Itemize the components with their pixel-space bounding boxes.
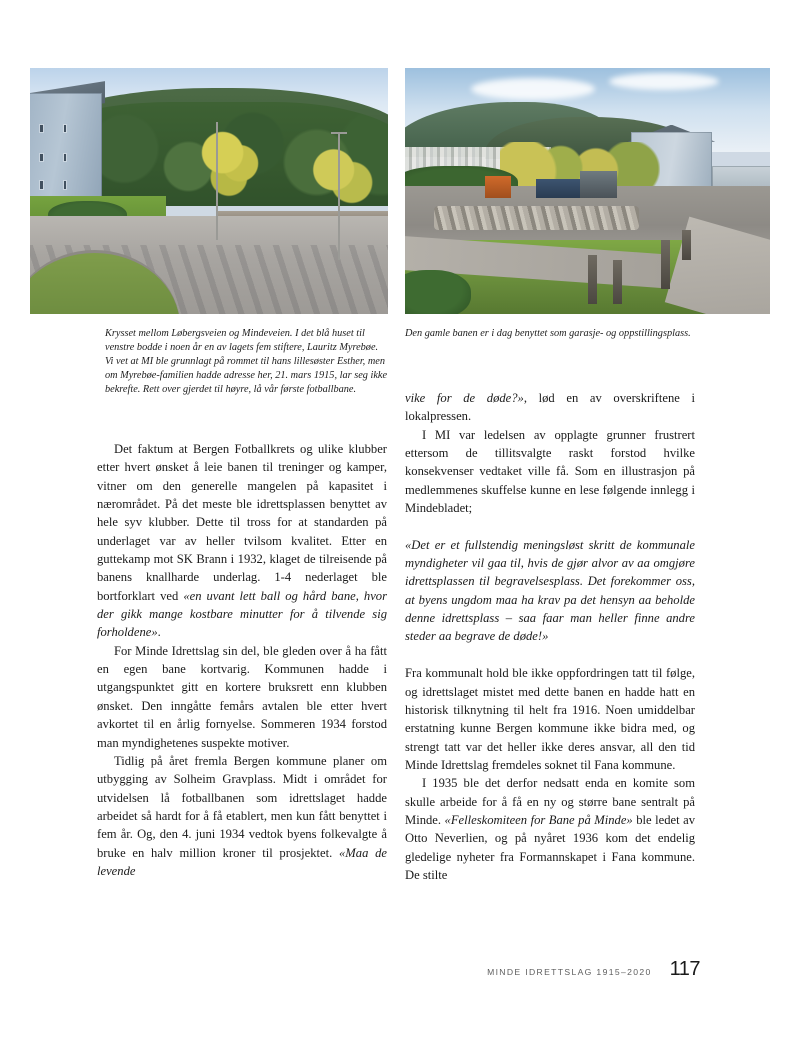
paragraph-tail: . [157, 625, 161, 640]
autumn-tree [191, 117, 270, 206]
paragraph [405, 664, 695, 774]
caption-photo-crossroads: Krysset mellom Løbergsveien og Mindeveien. I det blå huset til venstre bodde i noen år en av lagets fem stiftere, Lauritz Myrebøe. Vi vet at MI ble grunnlagt på rommet til hans lillesøster Esther, men om Myrebøe-familien hadde adresse her, 21. mars 1915, lar seg ikke bekrefte. Rett over gjerdet til høyre, lå vår første fotballbane. [105, 328, 388, 396]
cloud [471, 78, 595, 100]
paragraph [97, 440, 387, 642]
stone-post [661, 240, 670, 289]
paragraph-text: Det faktum at Bergen Fotballkrets og ulike klubber etter hvert ønsket å leie banen til treninger og kamper, vitner om den generelle mangelen på kapasitet i nærområdet. På det meste ble idrettsplassen benyttet av hele syv klubber. Dette til tross for at standarden på underlaget var av heller tvilsom kvalitet. Etter en guttekamp mot SK Brann i 1932, klaget de tilreisende på banens knallharde underlag. 1-4 nederlaget ble bortforklart ved [97, 442, 387, 603]
paragraph-text: I MI var ledelsen av opplagte grunner frustrert ettersom de tillitsvalgte raskt forstod hvilke konsekvenser vedtaket ville få. Som en illustrasjon på medlemmenes skuffelse kunne en lese følgende innlegg i Mindebladet; [405, 427, 695, 516]
paragraph-title: «Felleskomiteen for Bane på Minde» [444, 812, 633, 827]
page-footer [405, 958, 700, 981]
paragraph-text: Fra kommunalt hold ble ikke oppfordringen tatt til følge, og idrettslaget mistet med dette banen en hadde hatt en historisk tilknytning til helt fra 1916. Noen umiddelbar erstatning kunne Bergen kommune ikke bidra med, og strengt tatt var det heller ikke deres ansvar, all den tid Minde Idrettslag fremdeles soknet til Fana kommune. [405, 666, 695, 772]
lamp-arm [331, 132, 347, 134]
paragraph [97, 642, 387, 752]
lamp-post [682, 230, 691, 260]
paragraph-text: For Minde Idrettslag sin del, ble gleden over å ha fått en egen bane kortvarig. Kommunen hadde i utgangspunktet gitt en kortere bruksrett enn klubben ønsket. Den inngåtte femårs avtalen ble etter hvert avkortet til en årlig fornyelse. Sommeren 1934 forstod man myndighetenes suspekte motiver. [97, 643, 387, 750]
paragraph-tail: ble ledet av Otto Neverlien, og på nyåret 1936 kom det endelig gledelige nyheter fra Formannskapet i Fana kommune. De stilte [405, 812, 695, 882]
pull-quote [405, 536, 695, 646]
footer-book-title: MINDE IDRETTSLAG 1915–2020 [487, 967, 652, 977]
paragraph-text: , lød en av overskriftene i lokalpressen. [405, 391, 695, 424]
page-number: 117 [669, 958, 700, 980]
photo-old-pitch [405, 68, 770, 314]
stone-post [613, 260, 622, 304]
lamp-post [338, 132, 340, 260]
paragraph-quote: «Maa de levende [97, 845, 388, 878]
paragraph [405, 774, 695, 884]
cloud [609, 73, 719, 90]
paragraph-quote: «en uvant lett ball og hård bane, hvor der gikk mange kostbare minutter for å tilvende sig forholdene» [97, 588, 388, 640]
photo-row [30, 68, 770, 314]
photo-crossroads [30, 68, 388, 314]
window [64, 154, 67, 161]
paragraph [405, 389, 695, 426]
window [64, 125, 67, 132]
excavator [485, 176, 511, 198]
paragraph [97, 752, 387, 880]
paragraph-text: Tidlig på året fremla Bergen kommune planer om utbygging av Solheim Gravplass. Midt i området for utvidelsen lå fotballbanen som idrettslaget hadde arbeidet så hardt for å få etablert, men kun fått benyttet i fem år. Og, den 4. juni 1934 vedtok byens folkevalgte å bruke en halv million kroner til prosjektet. [97, 753, 387, 860]
lamp-post [216, 122, 218, 240]
window [40, 181, 43, 188]
rubble-pile [434, 206, 638, 231]
wheel-loader [580, 171, 617, 198]
body-column-right [405, 389, 695, 884]
window [40, 154, 43, 161]
container [536, 179, 580, 199]
body-column-left [97, 440, 387, 880]
pull-quote-text: «Det er et fullstendig meningsløst skritt de kommunale myndigheter vil gaa til, hvis de gjør alvor av aa omgjøre idrettsplassen til begravelsesplass. Det forekommer oss, at byens ungdom maa ha krav pa det hensyn aa beholde denne idrettsplass – saa faar man heller finne andre steder aa begrave de døde!» [405, 537, 695, 644]
caption-photo-old-pitch: Den gamle banen er i dag benyttet som garasje- og oppstillingsplass. [405, 328, 691, 339]
paragraph-quote: vike for de døde?» [405, 391, 524, 405]
bush [405, 270, 471, 314]
window [40, 125, 43, 132]
stone-post [588, 255, 597, 304]
paragraph-text: I 1935 ble det derfor nedsatt enda en komite som skulle arbeide for å få en ny og større bane sentralt på Minde. [405, 776, 695, 827]
paragraph [405, 426, 695, 518]
window [64, 181, 67, 188]
